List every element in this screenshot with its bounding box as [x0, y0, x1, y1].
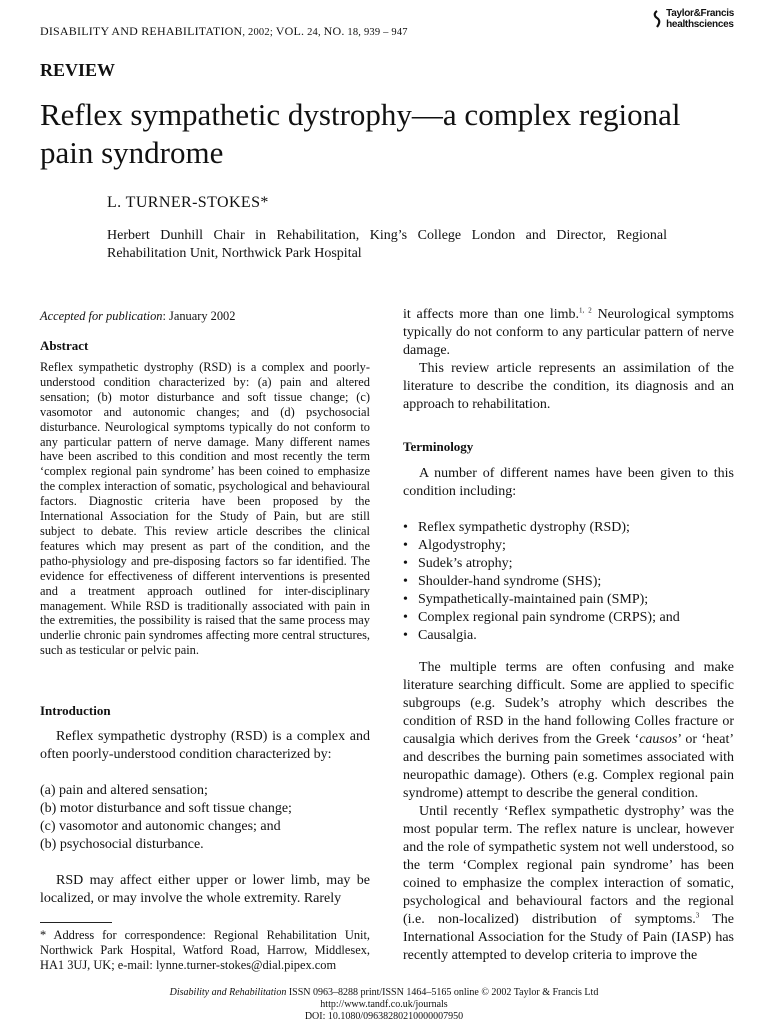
list-item: (a) pain and altered sensation;: [40, 783, 208, 798]
author-name: L. TURNER-STOKES*: [107, 194, 269, 211]
article-title: Reflex sympathetic dystrophy—a complex regional pain syndrome: [40, 97, 681, 170]
paragraph: This review article represents an assimilation of the literature to describe the condition, its diagnosis and an approach to rehabilitation.: [403, 361, 734, 412]
intro-paragraph: Reflex sympathetic dystrophy (RSD) is a complex and often poorly-understood condition characterized by:: [40, 729, 370, 762]
list-item: (b) psychosocial disturbance.: [40, 837, 204, 852]
publisher-division: healthsciences: [666, 19, 734, 30]
list-item: • Sympathetically-maintained pain (SMP);: [403, 591, 734, 609]
paragraph: it affects more than one limb.$^{1, 2}$ Neurological symptoms typically do not conform to any particular pattern of nerve damage.: [403, 306, 734, 358]
list-item: • Complex regional pain syndrome (CRPS); and: [403, 609, 734, 627]
publisher-logo-icon: [652, 10, 663, 28]
list-item: (b) motor disturbance and soft tissue change;: [40, 801, 292, 816]
journal-header: DISABILITY AND REHABILITATION, 2002; VOL. 24, NO. 18, 939 – 947: [40, 24, 408, 38]
introduction-heading: Introduction: [40, 703, 111, 718]
names-list: [403, 519, 734, 645]
citation: 3: [695, 911, 700, 920]
footer-journal: Disability and Rehabilitation: [169, 987, 287, 998]
list-item: • Sudek’s atrophy;: [403, 555, 734, 573]
terminology-body: [403, 465, 734, 645]
volume-number: 24,: [307, 27, 321, 38]
list-item: • Shoulder-hand syndrome (SHS);: [403, 573, 734, 591]
list-item: • Algodystrophy;: [403, 537, 734, 555]
correspondence-footnote: * Address for correspondence: Regional Rehabilitation Unit, Northwick Park Hospital, Watford Road, Harrow, Middlesex, HA1 3UJ, UK; e-mail: lynne.turner-stokes@dial.pipex.com: [40, 928, 370, 972]
accepted-line: [40, 309, 370, 324]
journal-year: 2002;: [248, 27, 273, 38]
journal-url[interactable]: http://www.tandf.co.uk/journals: [320, 999, 448, 1010]
intro-paragraph: RSD may affect either upper or lower limb, may be localized, or may involve the whole extremity. Rarely: [40, 873, 370, 906]
list-item: • Reflex sympathetic dystrophy (RSD);: [403, 519, 734, 537]
right-column-text: [403, 306, 734, 414]
accepted-date: : January 2002: [162, 309, 236, 323]
abstract-heading: Abstract: [40, 338, 89, 353]
accepted-label: Accepted for publication: [40, 309, 163, 323]
symptom-list: [40, 782, 370, 854]
paragraph: The multiple terms are often confusing and make literature searching difficult. Some are applied to specific subgroups (e.g. Sudek’s atrophy which describes the condition of RSD in the hand following Colles fracture or causalgia which derives from the Greek ‘causos’ or ‘heat’ and describes the burning pain sometimes associated with neuropathic damage). Others (e.g. Complex regional pain syndrome) attempt to describe the general condition.: [403, 660, 734, 801]
section-label: REVIEW: [40, 60, 116, 80]
list-item: (c) vasomotor and autonomic changes; and: [40, 819, 281, 834]
paragraph: Until recently ‘Reflex sympathetic dystrophy’ was the most popular term. The reflex nature is unclear, however and the role of sympathetic system not well understood, so the term ‘Complex regional pain syndrome’ has been coined to emphasize the complex interaction of somatic, psychological and behavioural factors and the regional (i.e. non-localized) distribution of symptoms.$^3$ The International Association for the Study of Pain (IASP) has recently attempted to develop criteria to improve the: [403, 804, 734, 963]
terminology-heading: Terminology: [403, 439, 474, 454]
terminology-discussion: [403, 659, 734, 965]
doi: DOI: 10.1080/09638280210000007950: [304, 1011, 464, 1022]
publisher-logo: [666, 8, 734, 30]
publisher-name: Taylor&Francis: [666, 8, 734, 19]
journal-name: DISABILITY AND REHABILITATION: [40, 24, 243, 38]
introduction-body: [40, 728, 370, 908]
citation: 1, 2: [579, 306, 592, 315]
issue-label: NO.: [323, 24, 345, 38]
abstract-text: Reflex sympathetic dystrophy (RSD) is a complex and poorly-understood condition characterized by: (a) pain and altered sensation; (b) motor disturbance and soft tissue change; (c) vasomotor and autonomic changes; and (d) psychosocial disturbance. Neurological symptoms typically do not conform to any particular pattern of nerve damage. Many different names have been ascribed to this condition and most recently the term ‘complex regional pain syndrome’ has been coined to emphasize the complex interaction of somatic, psychological and behavioural factors. Diagnostic criteria have been proposed by the International Association for the Study of Pain, but are still subject to debate. This review article describes the clinical features which may present as part of the condition, and the patho-physiology and pre-disposing factors so far identified. The evidence for effectiveness of different interventions is presented and a treatment approach outlined for inter-disciplinary management. While RSD is traditionally associated with pain in the extremities, the possibility is raised that the same process may underlie chronic pain syndromes affecting more central structures, such as testicular or pelvic pain.: [40, 360, 370, 658]
footnote-divider: [40, 922, 112, 923]
journal-footer: [0, 987, 768, 998]
volume-label: VOL.: [275, 24, 305, 38]
issue-pages: 18, 939 – 947: [347, 27, 408, 38]
list-item: • Causalgia.: [403, 627, 734, 645]
paragraph: A number of different names have been given to this condition including:: [403, 466, 734, 499]
author-affiliation: Herbert Dunhill Chair in Rehabilitation, King’s College London and Director, Regional Rehabilitation Unit, Northwick Park Hospital: [107, 228, 667, 261]
footer-issn: ISSN 0963–8288 print/ISSN 1464–5165 online © 2002 Taylor & Francis Ltd: [286, 987, 599, 998]
